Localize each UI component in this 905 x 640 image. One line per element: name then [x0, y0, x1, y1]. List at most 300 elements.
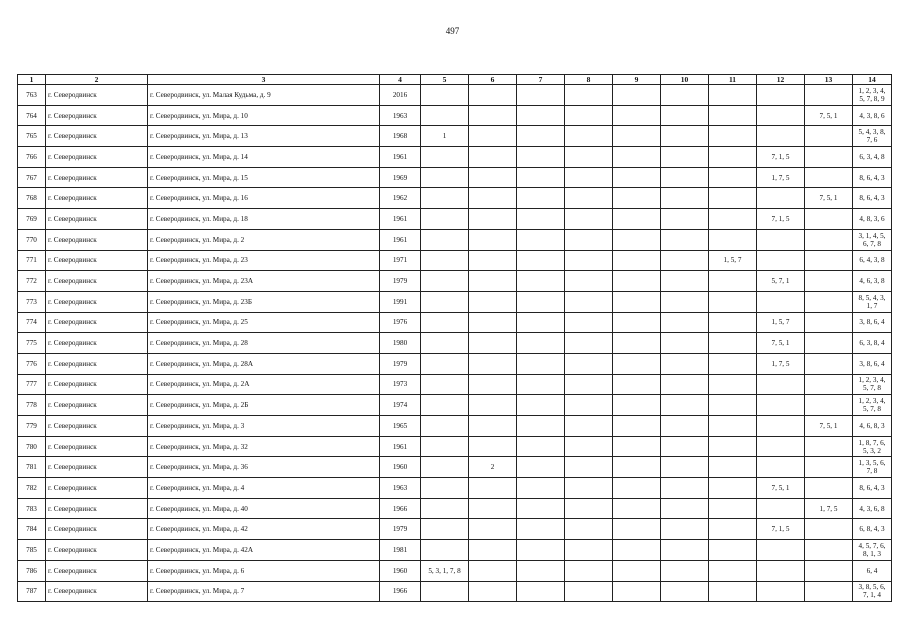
table-cell-col-6 — [469, 250, 517, 271]
table-cell-col-8 — [565, 126, 613, 147]
table-cell-col-13 — [805, 519, 853, 540]
table-cell-col-5 — [421, 416, 469, 437]
table-cell-col-12 — [757, 188, 805, 209]
table-cell-col-4: 1963 — [380, 105, 421, 126]
table-cell-col-14: 8, 6, 4, 3 — [853, 167, 892, 188]
table-cell-col-2: г. Северодвинск — [46, 416, 148, 437]
table-cell-col-9 — [613, 457, 661, 478]
table-cell-col-7 — [517, 374, 565, 395]
table-row — [18, 436, 892, 457]
header-row — [18, 75, 892, 85]
table-cell-col-1: 774 — [18, 312, 46, 333]
table-cell-col-2: г. Северодвинск — [46, 581, 148, 602]
table-row — [18, 229, 892, 250]
table-cell-col-4: 1973 — [380, 374, 421, 395]
table-row — [18, 167, 892, 188]
table-cell-col-11 — [709, 353, 757, 374]
table-cell-col-11 — [709, 540, 757, 561]
table-cell-col-5 — [421, 85, 469, 106]
table-cell-col-5 — [421, 498, 469, 519]
table-row — [18, 374, 892, 395]
table-cell-col-4: 1991 — [380, 291, 421, 312]
table-cell-col-9 — [613, 560, 661, 581]
table-cell-col-13 — [805, 560, 853, 581]
table-cell-col-12 — [757, 250, 805, 271]
table-cell-col-2: г. Северодвинск — [46, 457, 148, 478]
table-cell-col-10 — [661, 540, 709, 561]
table-cell-col-4: 1976 — [380, 312, 421, 333]
table-row — [18, 498, 892, 519]
table-cell-col-12: 7, 1, 5 — [757, 147, 805, 168]
table-cell-col-6 — [469, 271, 517, 292]
table-cell-col-1: 787 — [18, 581, 46, 602]
column-header-13: 13 — [805, 75, 853, 85]
table-cell-col-4: 1981 — [380, 540, 421, 561]
table-cell-col-9 — [613, 540, 661, 561]
table-cell-col-12: 7, 1, 5 — [757, 519, 805, 540]
column-header-11: 11 — [709, 75, 757, 85]
table-cell-col-11 — [709, 147, 757, 168]
table-cell-col-3: г. Северодвинск, ул. Мира, д. 42 — [148, 519, 380, 540]
table-cell-col-14: 4, 6, 8, 3 — [853, 416, 892, 437]
table-cell-col-7 — [517, 478, 565, 499]
page-number: 497 — [445, 26, 460, 36]
table-cell-col-1: 765 — [18, 126, 46, 147]
table-cell-col-10 — [661, 167, 709, 188]
table-cell-col-4: 1960 — [380, 560, 421, 581]
table-cell-col-1: 773 — [18, 291, 46, 312]
table-cell-col-1: 782 — [18, 478, 46, 499]
table-cell-col-13 — [805, 540, 853, 561]
table-cell-col-8 — [565, 560, 613, 581]
table-cell-col-10 — [661, 560, 709, 581]
table-cell-col-10 — [661, 353, 709, 374]
table-cell-col-10 — [661, 519, 709, 540]
table-cell-col-2: г. Северодвинск — [46, 291, 148, 312]
table-cell-col-11 — [709, 291, 757, 312]
table-cell-col-2: г. Северодвинск — [46, 436, 148, 457]
table-cell-col-1: 770 — [18, 229, 46, 250]
table-cell-col-12 — [757, 436, 805, 457]
table-cell-col-14: 1, 2, 3, 4, 5, 7, 8 — [853, 395, 892, 416]
table-cell-col-1: 767 — [18, 167, 46, 188]
table-cell-col-5 — [421, 291, 469, 312]
table-cell-col-13 — [805, 395, 853, 416]
table-cell-col-13: 7, 5, 1 — [805, 416, 853, 437]
table-cell-col-10 — [661, 581, 709, 602]
table-cell-col-4: 1965 — [380, 416, 421, 437]
table-cell-col-14: 6, 8, 4, 3 — [853, 519, 892, 540]
table-row — [18, 353, 892, 374]
table-cell-col-10 — [661, 250, 709, 271]
table-cell-col-13: 1, 7, 5 — [805, 498, 853, 519]
table-cell-col-8 — [565, 540, 613, 561]
table-cell-col-6 — [469, 436, 517, 457]
table-cell-col-4: 1979 — [380, 353, 421, 374]
table-cell-col-4: 1961 — [380, 229, 421, 250]
table-cell-col-13 — [805, 353, 853, 374]
table-cell-col-9 — [613, 436, 661, 457]
table-cell-col-11 — [709, 436, 757, 457]
table-cell-col-5 — [421, 395, 469, 416]
table-cell-col-4: 1963 — [380, 478, 421, 499]
table-cell-col-3: г. Северодвинск, ул. Мира, д. 7 — [148, 581, 380, 602]
table-row — [18, 250, 892, 271]
table-cell-col-6 — [469, 374, 517, 395]
table-row — [18, 478, 892, 499]
column-header-2: 2 — [46, 75, 148, 85]
table-cell-col-2: г. Северодвинск — [46, 519, 148, 540]
table-cell-col-4: 1961 — [380, 147, 421, 168]
table-cell-col-1: 768 — [18, 188, 46, 209]
table-cell-col-10 — [661, 333, 709, 354]
table-cell-col-10 — [661, 416, 709, 437]
table-cell-col-6 — [469, 229, 517, 250]
table-cell-col-9 — [613, 498, 661, 519]
table-cell-col-5 — [421, 209, 469, 230]
table-cell-col-4: 1960 — [380, 457, 421, 478]
table-cell-col-13 — [805, 167, 853, 188]
table-cell-col-13 — [805, 229, 853, 250]
table-cell-col-11 — [709, 312, 757, 333]
table-cell-col-11 — [709, 229, 757, 250]
table-cell-col-14: 4, 8, 3, 6 — [853, 209, 892, 230]
table-cell-col-2: г. Северодвинск — [46, 333, 148, 354]
table-row — [18, 126, 892, 147]
table-cell-col-2: г. Северодвинск — [46, 147, 148, 168]
table-cell-col-7 — [517, 312, 565, 333]
table-cell-col-10 — [661, 436, 709, 457]
table-cell-col-12: 1, 7, 5 — [757, 353, 805, 374]
table-cell-col-3: г. Северодвинск, ул. Мира, д. 25 — [148, 312, 380, 333]
table-cell-col-14: 1, 2, 3, 4, 5, 7, 8, 9 — [853, 85, 892, 106]
table-cell-col-5 — [421, 540, 469, 561]
table-cell-col-2: г. Северодвинск — [46, 498, 148, 519]
table-cell-col-5 — [421, 478, 469, 499]
table-cell-col-3: г. Северодвинск, ул. Мира, д. 42А — [148, 540, 380, 561]
register-table — [17, 74, 892, 602]
table-cell-col-6 — [469, 147, 517, 168]
table-cell-col-8 — [565, 333, 613, 354]
table-cell-col-1: 778 — [18, 395, 46, 416]
table-cell-col-13 — [805, 436, 853, 457]
table-cell-col-2: г. Северодвинск — [46, 85, 148, 106]
table-cell-col-1: 783 — [18, 498, 46, 519]
table-cell-col-8 — [565, 374, 613, 395]
table-cell-col-12 — [757, 229, 805, 250]
table-cell-col-5 — [421, 271, 469, 292]
table-cell-col-14: 4, 5, 7, 6, 8, 1, 3 — [853, 540, 892, 561]
table-cell-col-13 — [805, 291, 853, 312]
table-cell-col-7 — [517, 291, 565, 312]
table-cell-col-7 — [517, 581, 565, 602]
table-cell-col-5 — [421, 457, 469, 478]
table-cell-col-6 — [469, 188, 517, 209]
table-cell-col-6 — [469, 167, 517, 188]
table-cell-col-7 — [517, 209, 565, 230]
table-row — [18, 312, 892, 333]
table-cell-col-1: 780 — [18, 436, 46, 457]
table-cell-col-5 — [421, 353, 469, 374]
table-cell-col-14: 6, 4 — [853, 560, 892, 581]
table-cell-col-6 — [469, 209, 517, 230]
table-cell-col-10 — [661, 291, 709, 312]
table-cell-col-4: 1961 — [380, 209, 421, 230]
table-cell-col-2: г. Северодвинск — [46, 478, 148, 499]
table-cell-col-5 — [421, 581, 469, 602]
table-cell-col-10 — [661, 209, 709, 230]
table-cell-col-8 — [565, 105, 613, 126]
table-cell-col-5 — [421, 436, 469, 457]
table-cell-col-5 — [421, 229, 469, 250]
table-cell-col-3: г. Северодвинск, ул. Мира, д. 6 — [148, 560, 380, 581]
table-cell-col-4: 1966 — [380, 498, 421, 519]
table-cell-col-8 — [565, 312, 613, 333]
table-cell-col-10 — [661, 395, 709, 416]
table-cell-col-3: г. Северодвинск, ул. Мира, д. 18 — [148, 209, 380, 230]
table-cell-col-7 — [517, 416, 565, 437]
table-cell-col-8 — [565, 167, 613, 188]
table-cell-col-7 — [517, 395, 565, 416]
table-cell-col-5 — [421, 374, 469, 395]
table-cell-col-2: г. Северодвинск — [46, 395, 148, 416]
table-cell-col-14: 8, 6, 4, 3 — [853, 478, 892, 499]
table-cell-col-13 — [805, 209, 853, 230]
table-cell-col-12: 5, 7, 1 — [757, 271, 805, 292]
table-cell-col-2: г. Северодвинск — [46, 271, 148, 292]
table-cell-col-5 — [421, 105, 469, 126]
table-cell-col-12 — [757, 126, 805, 147]
table-cell-col-3: г. Северодвинск, ул. Мира, д. 15 — [148, 167, 380, 188]
table-cell-col-6 — [469, 519, 517, 540]
table-cell-col-9 — [613, 581, 661, 602]
table-cell-col-1: 763 — [18, 85, 46, 106]
table-cell-col-9 — [613, 147, 661, 168]
table-cell-col-11 — [709, 416, 757, 437]
table-cell-col-3: г. Северодвинск, ул. Мира, д. 3 — [148, 416, 380, 437]
table-cell-col-11 — [709, 457, 757, 478]
table-cell-col-1: 786 — [18, 560, 46, 581]
table-cell-col-14: 3, 8, 5, 6, 7, 1, 4 — [853, 581, 892, 602]
table-cell-col-10 — [661, 498, 709, 519]
table-cell-col-14: 4, 3, 8, 6 — [853, 105, 892, 126]
table-cell-col-13 — [805, 333, 853, 354]
table-cell-col-3: г. Северодвинск, ул. Мира, д. 28А — [148, 353, 380, 374]
table-cell-col-6: 2 — [469, 457, 517, 478]
table-cell-col-6 — [469, 353, 517, 374]
table-cell-col-4: 1980 — [380, 333, 421, 354]
table-cell-col-12: 7, 1, 5 — [757, 209, 805, 230]
table-cell-col-1: 769 — [18, 209, 46, 230]
table-cell-col-11 — [709, 519, 757, 540]
table-cell-col-4: 1979 — [380, 271, 421, 292]
table-row — [18, 560, 892, 581]
table-cell-col-6 — [469, 312, 517, 333]
table-cell-col-8 — [565, 416, 613, 437]
table-cell-col-4: 2016 — [380, 85, 421, 106]
table-cell-col-2: г. Северодвинск — [46, 540, 148, 561]
table-cell-col-7 — [517, 105, 565, 126]
table-cell-col-6 — [469, 105, 517, 126]
table-cell-col-12 — [757, 85, 805, 106]
table-cell-col-7 — [517, 250, 565, 271]
table-cell-col-6 — [469, 333, 517, 354]
table-cell-col-7 — [517, 271, 565, 292]
column-header-1: 1 — [18, 75, 46, 85]
table-cell-col-11 — [709, 105, 757, 126]
table-cell-col-2: г. Северодвинск — [46, 209, 148, 230]
table-cell-col-14: 5, 4, 3, 8, 7, 6 — [853, 126, 892, 147]
table-cell-col-13 — [805, 581, 853, 602]
table-cell-col-11 — [709, 271, 757, 292]
table-cell-col-1: 781 — [18, 457, 46, 478]
table-cell-col-1: 784 — [18, 519, 46, 540]
table-cell-col-10 — [661, 271, 709, 292]
table-cell-col-11 — [709, 333, 757, 354]
table-cell-col-10 — [661, 126, 709, 147]
column-header-6: 6 — [469, 75, 517, 85]
table-cell-col-7 — [517, 498, 565, 519]
table-cell-col-10 — [661, 147, 709, 168]
table-cell-col-10 — [661, 85, 709, 106]
table-cell-col-6 — [469, 85, 517, 106]
table-cell-col-6 — [469, 540, 517, 561]
table-cell-col-13 — [805, 250, 853, 271]
table-cell-col-4: 1971 — [380, 250, 421, 271]
table-cell-col-8 — [565, 519, 613, 540]
table-cell-col-9 — [613, 85, 661, 106]
table-cell-col-9 — [613, 105, 661, 126]
table-cell-col-8 — [565, 188, 613, 209]
table-cell-col-14: 4, 6, 3, 8 — [853, 271, 892, 292]
table-cell-col-6 — [469, 291, 517, 312]
table-cell-col-14: 8, 5, 4, 3, 1, 7 — [853, 291, 892, 312]
table-cell-col-14: 4, 3, 6, 8 — [853, 498, 892, 519]
table-cell-col-2: г. Северодвинск — [46, 374, 148, 395]
table-cell-col-8 — [565, 85, 613, 106]
table-cell-col-2: г. Северодвинск — [46, 353, 148, 374]
table-cell-col-7 — [517, 540, 565, 561]
table-cell-col-4: 1968 — [380, 126, 421, 147]
table-cell-col-8 — [565, 353, 613, 374]
table-cell-col-9 — [613, 374, 661, 395]
table-cell-col-5 — [421, 333, 469, 354]
table-cell-col-14: 6, 3, 8, 4 — [853, 333, 892, 354]
table-cell-col-12 — [757, 374, 805, 395]
table-cell-col-1: 771 — [18, 250, 46, 271]
table-cell-col-7 — [517, 353, 565, 374]
table-cell-col-2: г. Северодвинск — [46, 560, 148, 581]
table-cell-col-9 — [613, 353, 661, 374]
table-cell-col-13 — [805, 271, 853, 292]
table-cell-col-8 — [565, 291, 613, 312]
table-cell-col-10 — [661, 374, 709, 395]
table-cell-col-6 — [469, 498, 517, 519]
table-cell-col-10 — [661, 457, 709, 478]
table-cell-col-11 — [709, 85, 757, 106]
column-header-9: 9 — [613, 75, 661, 85]
table-cell-col-10 — [661, 188, 709, 209]
table-cell-col-14: 6, 3, 4, 8 — [853, 147, 892, 168]
table-cell-col-4: 1962 — [380, 188, 421, 209]
table-cell-col-2: г. Северодвинск — [46, 312, 148, 333]
table-cell-col-5 — [421, 167, 469, 188]
table-cell-col-3: г. Северодвинск, ул. Малая Кудьма, д. 9 — [148, 85, 380, 106]
table-cell-col-13: 7, 5, 1 — [805, 105, 853, 126]
column-header-7: 7 — [517, 75, 565, 85]
table-cell-col-1: 772 — [18, 271, 46, 292]
table-cell-col-4: 1961 — [380, 436, 421, 457]
table-cell-col-9 — [613, 167, 661, 188]
table-cell-col-1: 776 — [18, 353, 46, 374]
table-cell-col-7 — [517, 229, 565, 250]
column-header-5: 5 — [421, 75, 469, 85]
table-cell-col-12 — [757, 457, 805, 478]
table-cell-col-11 — [709, 209, 757, 230]
table-cell-col-11 — [709, 395, 757, 416]
table-row — [18, 85, 892, 106]
table-cell-col-3: г. Северодвинск, ул. Мира, д. 4 — [148, 478, 380, 499]
table-cell-col-7 — [517, 560, 565, 581]
table-cell-col-3: г. Северодвинск, ул. Мира, д. 13 — [148, 126, 380, 147]
table-cell-col-12 — [757, 291, 805, 312]
table-cell-col-4: 1969 — [380, 167, 421, 188]
table-cell-col-12 — [757, 540, 805, 561]
table-cell-col-8 — [565, 581, 613, 602]
column-header-4: 4 — [380, 75, 421, 85]
table-cell-col-2: г. Северодвинск — [46, 229, 148, 250]
table-cell-col-14: 1, 8, 7, 6, 5, 3, 2 — [853, 436, 892, 457]
table-cell-col-5 — [421, 519, 469, 540]
table-cell-col-13 — [805, 478, 853, 499]
table-cell-col-9 — [613, 333, 661, 354]
table-cell-col-5 — [421, 147, 469, 168]
table-cell-col-8 — [565, 209, 613, 230]
table-cell-col-2: г. Северодвинск — [46, 250, 148, 271]
table-cell-col-3: г. Северодвинск, ул. Мира, д. 32 — [148, 436, 380, 457]
table-cell-col-7 — [517, 126, 565, 147]
table-cell-col-2: г. Северодвинск — [46, 188, 148, 209]
table-cell-col-9 — [613, 478, 661, 499]
table-cell-col-6 — [469, 395, 517, 416]
table-row — [18, 209, 892, 230]
table-cell-col-11 — [709, 498, 757, 519]
table-cell-col-7 — [517, 85, 565, 106]
table-cell-col-3: г. Северодвинск, ул. Мира, д. 40 — [148, 498, 380, 519]
table-cell-col-1: 777 — [18, 374, 46, 395]
table-cell-col-1: 785 — [18, 540, 46, 561]
table-cell-col-2: г. Северодвинск — [46, 105, 148, 126]
table-cell-col-8 — [565, 250, 613, 271]
table-cell-col-3: г. Северодвинск, ул. Мира, д. 10 — [148, 105, 380, 126]
column-header-8: 8 — [565, 75, 613, 85]
table-cell-col-11 — [709, 478, 757, 499]
table-cell-col-13 — [805, 312, 853, 333]
table-cell-col-4: 1974 — [380, 395, 421, 416]
table-cell-col-11 — [709, 560, 757, 581]
table-cell-col-7 — [517, 333, 565, 354]
column-header-3: 3 — [148, 75, 380, 85]
table-cell-col-2: г. Северодвинск — [46, 126, 148, 147]
table-cell-col-11 — [709, 374, 757, 395]
table-row — [18, 147, 892, 168]
table-row — [18, 105, 892, 126]
table-cell-col-14: 3, 1, 4, 5, 6, 7, 8 — [853, 229, 892, 250]
table-cell-col-9 — [613, 250, 661, 271]
table-cell-col-3: г. Северодвинск, ул. Мира, д. 2 — [148, 229, 380, 250]
table-cell-col-6 — [469, 126, 517, 147]
column-header-12: 12 — [757, 75, 805, 85]
